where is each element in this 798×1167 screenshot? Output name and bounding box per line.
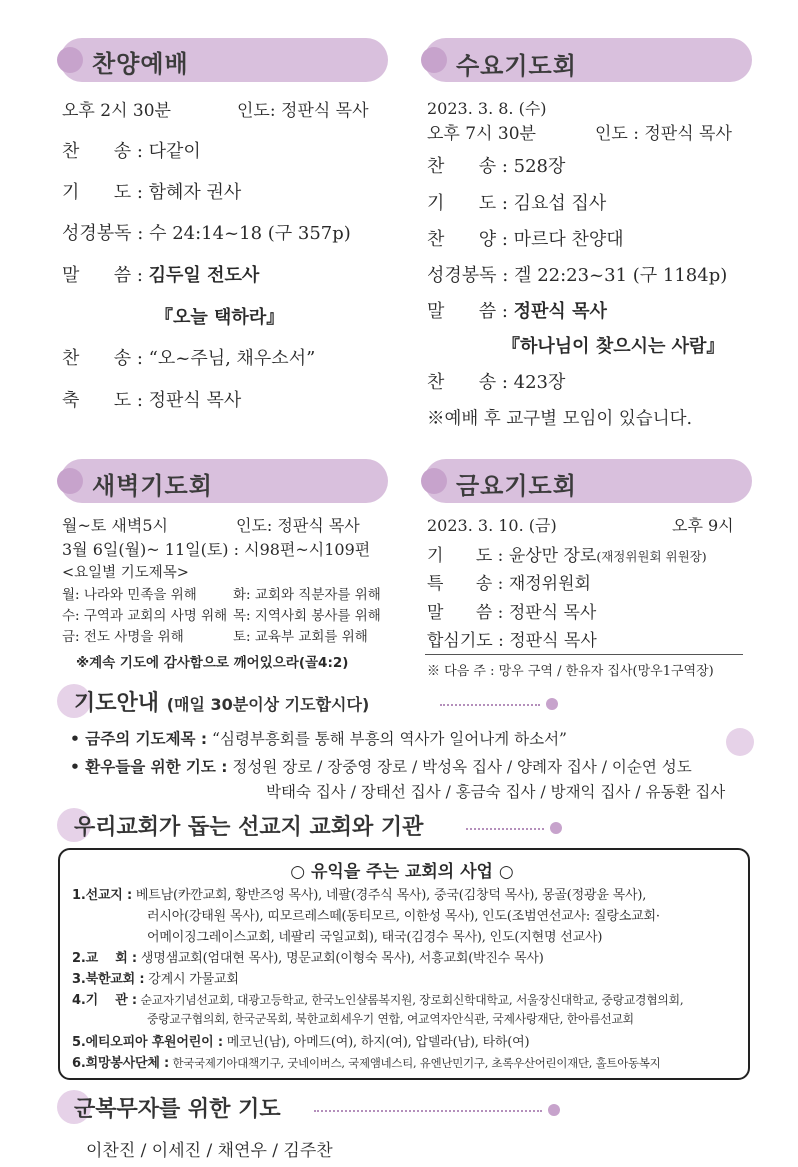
prayer-guide-item2-line2: 박태숙 집사 / 장태선 집사 / 홍금숙 집사 / 방재익 집사 / 유동환 집사 — [266, 783, 726, 801]
praise-prayer-value: 함혜자 권사 — [148, 182, 242, 203]
praise-prayer — [62, 178, 241, 204]
military-title: 군복무자를 위한 기도 — [74, 1097, 281, 1122]
praise-benediction-value: 정판식 목사 — [148, 390, 242, 411]
prayer-guide-item1 — [70, 727, 567, 749]
missions-title: 우리교회가 돕는 선교지 교회와 기관 — [74, 815, 424, 840]
praise-sermon — [62, 261, 259, 287]
wednesday-note: ※예배 후 교구별 모임이 있습니다. — [427, 409, 693, 429]
missions-row-5-label: 5.에티오피아 후원어린이 : — [72, 1035, 223, 1050]
praise-hymn1-label: 찬 송 : — [62, 141, 143, 162]
prayer-guide-item2-label: • 환우들을 위한 기도 : — [70, 758, 228, 776]
missions-row-6-label: 6.희망봉사단체 : — [72, 1056, 170, 1071]
wednesday-hymn2-value: 423장 — [513, 372, 566, 393]
dawn-verse: ※계속 기도에 감사함으로 깨어있으라(골4:2) — [76, 655, 349, 671]
missions-row-3 — [72, 968, 239, 987]
prayer-guide-dotted-line — [440, 704, 540, 706]
missions-box-title: ○ 유익을 주는 교회의 사업 ○ — [290, 862, 514, 882]
praise-hymn2-label: 찬 송 : — [62, 348, 143, 369]
dawn-leader: 인도: 정판식 목사 — [236, 516, 360, 535]
prayer-guide-item1-value: “심령부흥회를 통해 부흥의 역사가 일어나게 하소서” — [212, 730, 567, 748]
wednesday-date: 2023. 3. 8. (수) — [427, 99, 547, 118]
praise-title: 찬양예배 — [92, 50, 189, 78]
dawn-topics-heading: <요일별 기도제목> — [62, 565, 189, 581]
missions-row-6-line1: 한국국제기아대책기구, 굿네이버스, 국제앰네스티, 유엔난민기구, 초록우산어린이재단, 홀트아동복지 — [172, 1056, 661, 1070]
missions-row-4-line2: 중랑교구협의회, 한국군목회, 북한교회세우기 연합, 여교역자안식관, 국제사랑재단, 한아름선교회 — [147, 1012, 634, 1026]
praise-prayer-label: 기 도 : — [62, 182, 143, 203]
prayer-guide-end-dot — [546, 698, 558, 710]
missions-row-6 — [72, 1052, 660, 1071]
friday-time: 오후 9시 — [672, 516, 734, 535]
praise-preacher: 김두일 전도사 — [148, 265, 260, 286]
wednesday-hymn1-label: 찬 송 : — [427, 156, 508, 177]
friday-sermon-value: 정판식 목사 — [508, 603, 597, 623]
missions-dotted-line — [466, 828, 544, 830]
wednesday-sermon — [427, 297, 607, 323]
missions-row-2-label: 2.교 회 : — [72, 951, 137, 966]
dawn-topic-sat: 토: 교육부 교회를 위해 — [233, 629, 368, 645]
dawn-topic-mon: 월: 나라와 민족을 위해 — [62, 587, 197, 603]
friday-special — [427, 569, 591, 594]
wednesday-scripture — [427, 261, 727, 287]
praise-hymn2-value: “오~주님, 채우소서” — [148, 348, 316, 369]
praise-scripture-value: 수 24:14~18 (구 357p) — [149, 223, 351, 244]
missions-end-dot — [550, 822, 562, 834]
praise-sermon-title: 『오늘 택하라』 — [155, 307, 285, 328]
friday-divider — [425, 654, 743, 655]
wednesday-hymn1-value: 528장 — [513, 156, 566, 177]
military-names: 이찬진 / 이세진 / 채연우 / 김주찬 — [86, 1141, 333, 1161]
praise-header-dot — [57, 47, 83, 73]
wednesday-prayer — [427, 189, 606, 215]
praise-hymn1 — [62, 137, 201, 163]
military-dotted-line — [314, 1110, 542, 1112]
wednesday-hymn1 — [427, 152, 565, 178]
friday-joint — [427, 626, 597, 651]
friday-title: 금요기도회 — [456, 472, 577, 500]
friday-sermon — [427, 598, 596, 623]
missions-row-3-line1: 강계시 가물교회 — [148, 972, 239, 987]
wednesday-scripture-label: 성경봉독 : — [427, 265, 509, 286]
praise-leader: 인도: 정판식 목사 — [237, 101, 369, 121]
missions-row-4-label: 4.기 관 : — [72, 993, 137, 1008]
missions-row-1-line2: 러시아(강태원 목사), 띠모르레스떼(동티모르, 이한성 목사), 인도(조범연선교사: 질랑소교회· — [147, 909, 660, 924]
wednesday-sermon-label: 말 씀 : — [427, 301, 508, 322]
praise-hymn1-value: 다같이 — [148, 141, 201, 162]
dawn-topic-tue: 화: 교회와 직분자를 위해 — [233, 587, 381, 603]
missions-row-5 — [72, 1031, 529, 1050]
friday-header-dot — [421, 468, 447, 494]
prayer-guide-title — [74, 686, 369, 717]
dawn-header-dot — [57, 468, 83, 494]
wednesday-choir-label: 찬 양 : — [427, 229, 508, 250]
dawn-topic-thu: 목: 지역사회 봉사를 위해 — [233, 608, 381, 624]
missions-row-2 — [72, 947, 544, 966]
wednesday-time: 오후 7시 30분 — [427, 124, 536, 144]
wednesday-choir-value: 마르다 찬양대 — [513, 229, 624, 250]
friday-joint-value: 정판식 목사 — [509, 631, 597, 651]
missions-row-1-line1: 베트남(카깐교회, 황반즈엉 목사), 네팔(경주식 목사), 중국(김창덕 목사), 몽골(정광윤 목사), — [135, 888, 647, 903]
wednesday-header-dot — [421, 47, 447, 73]
praise-time: 오후 2시 30분 — [62, 101, 171, 121]
praise-scripture — [62, 219, 351, 245]
friday-prayer-note: (재정위원회 위원장) — [596, 549, 707, 564]
wednesday-title: 수요기도회 — [456, 52, 577, 80]
dawn-days: 월~토 새벽5시 — [62, 516, 168, 535]
friday-special-label: 특 송 : — [427, 574, 504, 594]
wednesday-prayer-label: 기 도 : — [427, 193, 508, 214]
missions-row-1-label: 1.선교지 : — [72, 888, 132, 903]
wednesday-prayer-value: 김요섭 집사 — [513, 193, 607, 214]
missions-row-2-line1: 생명샘교회(엄대현 목사), 명문교회(이형숙 목사), 서흥교회(박진수 목사) — [140, 951, 544, 966]
dawn-range: 3월 6일(월)~ 11일(토) : 시98편~시109편 — [62, 540, 371, 559]
prayer-guide-item1-label: • 금주의 기도제목 : — [70, 730, 208, 748]
dawn-title: 새벽기도회 — [92, 472, 213, 500]
prayer-guide-item2 — [70, 755, 692, 777]
friday-joint-label: 합심기도 : — [427, 631, 504, 651]
missions-row-4 — [72, 989, 683, 1008]
prayer-guide-item2-line1: 정성원 장로 / 장중영 장로 / 박성옥 집사 / 양례자 집사 / 이순연 성도 — [232, 758, 692, 776]
wednesday-sermon-title: 『하나님이 찾으시는 사람』 — [502, 336, 725, 357]
praise-benediction-label: 축 도 : — [62, 390, 143, 411]
prayer-guide-title-main: 기도안내 — [74, 691, 160, 716]
wednesday-hymn2 — [427, 368, 565, 394]
praise-hymn2 — [62, 344, 315, 370]
wednesday-leader: 인도 : 정판식 목사 — [595, 124, 732, 144]
prayer-guide-subtitle: (매일 30분이상 기도합시다) — [166, 695, 370, 714]
friday-prayer — [427, 541, 707, 566]
wednesday-scripture-value: 겔 22:23~31 (구 1184p) — [514, 265, 728, 286]
prayer-guide-corner-bubble — [726, 728, 754, 756]
missions-row-4-line1: 순교자기념선교회, 대광고등학교, 한국노인샬롬복지원, 장로회신학대학교, 서울장신대학교, 중랑교경협의회, — [140, 993, 684, 1007]
friday-prayer-value: 윤상만 장로 — [508, 546, 597, 566]
dawn-topic-wed: 수: 구역과 교회의 사명 위해 — [62, 608, 228, 624]
praise-scripture-label: 성경봉독 : — [62, 223, 144, 244]
missions-row-1-line3: 어메이징그레이스교회, 네팔리 국일교회), 태국(김경수 목사), 인도(지현명 선교사) — [147, 930, 603, 945]
wednesday-choir — [427, 225, 624, 251]
military-end-dot — [548, 1104, 560, 1116]
friday-date: 2023. 3. 10. (금) — [427, 516, 557, 535]
friday-prayer-label: 기 도 : — [427, 546, 504, 566]
dawn-topic-fri: 금: 전도 사명을 위해 — [62, 629, 184, 645]
friday-special-value: 재정위원회 — [508, 574, 591, 594]
missions-row-1 — [72, 884, 646, 903]
praise-benediction — [62, 386, 241, 412]
friday-sermon-label: 말 씀 : — [427, 603, 504, 623]
missions-row-5-line1: 메코닌(남), 아메드(여), 하지(여), 압델라(남), 타하(여) — [226, 1035, 530, 1050]
missions-row-3-label: 3.북한교회 : — [72, 972, 145, 987]
wednesday-hymn2-label: 찬 송 : — [427, 372, 508, 393]
wednesday-preacher: 정판식 목사 — [513, 301, 607, 322]
praise-sermon-label: 말 씀 : — [62, 265, 143, 286]
friday-next: ※ 다음 주 : 망우 구역 / 한유자 집사(망우1구역장) — [427, 664, 714, 679]
